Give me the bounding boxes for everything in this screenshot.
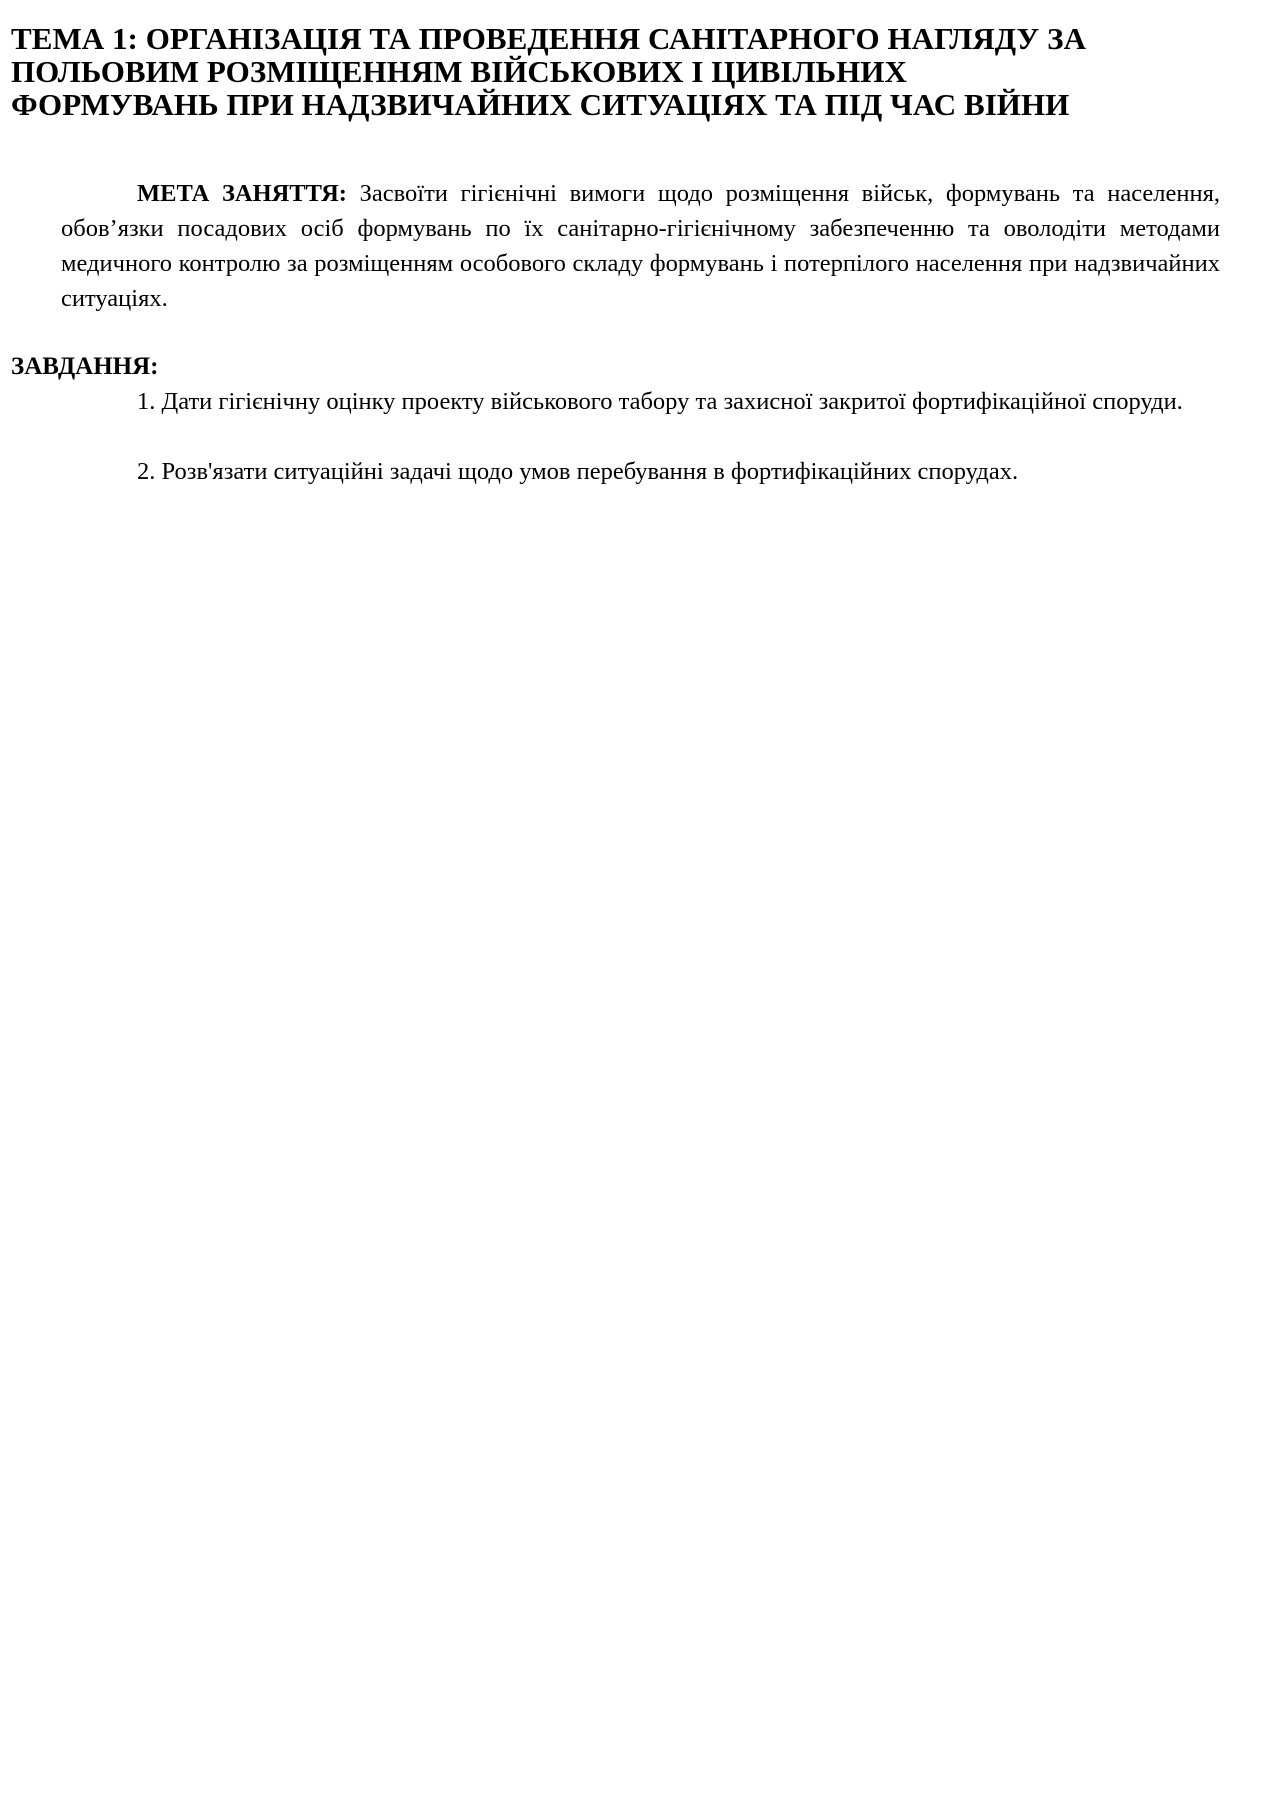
title-line-2: ПОЛЬОВИМ РОЗМІЩЕННЯМ ВІЙСЬКОВИХ І ЦИВІЛЬНИХ	[11, 54, 907, 89]
task-item-1: 1. Дати гігієнічну оцінку проекту військового табору та захисної закритої фортифікаційної споруди.	[137, 388, 1183, 415]
task-item-2: 2. Розв'язати ситуаційні задачі щодо умов перебування в фортифікаційних спорудах.	[137, 458, 1019, 485]
tasks-heading: ЗАВДАННЯ:	[11, 353, 159, 380]
title-line-1: ТЕМА 1: ОРГАНІЗАЦІЯ ТА ПРОВЕДЕННЯ САНІТАРНОГО НАГЛЯДУ ЗА	[11, 21, 1087, 56]
title-line-3: ФОРМУВАНЬ ПРИ НАДЗВИЧАЙНИХ СИТУАЦІЯХ ТА ПІД ЧАС ВІЙНИ	[11, 87, 1070, 122]
goal-paragraph	[61, 176, 1220, 316]
page-title	[11, 22, 1261, 121]
goal-label: МЕТА ЗАНЯТТЯ:	[137, 180, 347, 207]
goal-text: Засвоїти гігієнічні вимоги щодо розміщення військ, формувань та населення, обов’язки посадових осіб формувань по їх санітарно-гігієнічному забезпеченню та оволодіти методами медичного контролю за розміщенням особового складу формувань і потерпілого населення при надзвичайних ситуаціях.	[61, 180, 1220, 312]
